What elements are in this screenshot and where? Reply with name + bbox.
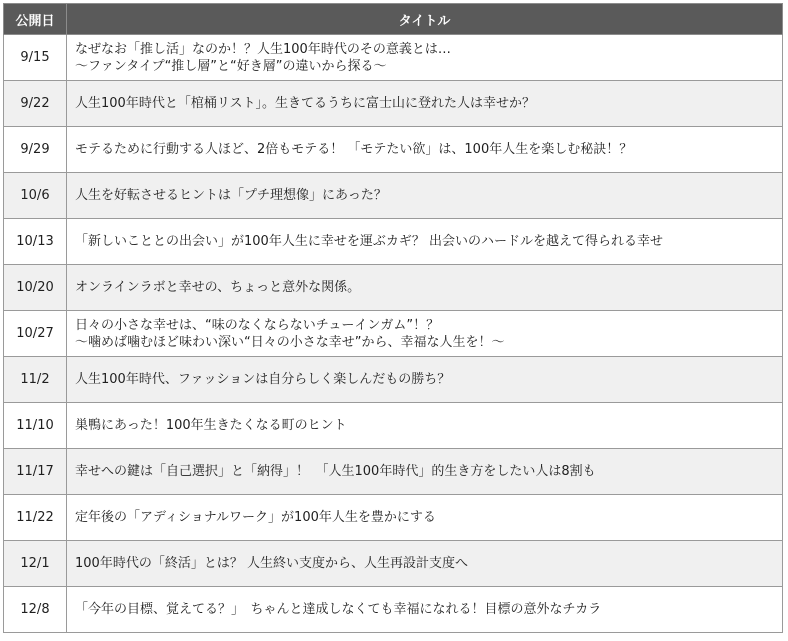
table-row [4,81,783,127]
table-row [4,173,783,219]
row-title [67,127,783,173]
row-title-line1: 定年後の「アディショナルワーク」が100年人生を豊かにする [75,510,436,525]
row-title-line2: ～噛めば噛むほど味わい深い“日々の小さな幸せ”から、幸福な人生を！～ [75,334,505,350]
row-title [67,81,783,127]
row-date: 10/27 [4,311,67,357]
table-row [4,127,783,173]
table-row [4,265,783,311]
header-title: タイトル [67,4,783,35]
row-title-line2: ～ファンタイプ“推し層”と“好き層”の違いから探る～ [75,58,387,74]
row-date: 9/29 [4,127,67,173]
row-title [67,35,783,81]
row-date: 9/15 [4,35,67,81]
row-date: 11/10 [4,403,67,449]
table-row [4,541,783,587]
row-title-line1: 100年時代の「終活」とは？ 人生終い支度から、人生再設計支度へ [75,556,468,571]
article-table-container [3,3,782,633]
row-title-line1: オンラインラボと幸せの、ちょっと意外な関係。 [75,280,361,295]
table-row [4,35,783,81]
row-title [67,311,783,357]
row-date: 11/22 [4,495,67,541]
row-title-line1: なぜなお「推し活」なのか！？人生100年時代のその意義とは… [75,41,451,57]
row-date: 9/22 [4,81,67,127]
row-date: 12/1 [4,541,67,587]
row-title-line1: 人生100年時代と「棺桶リスト」。生きてるうちに富士山に登れた人は幸せか？ [75,96,536,111]
table-row [4,449,783,495]
row-title [67,587,783,633]
table-header-row [4,4,783,35]
row-title [67,449,783,495]
row-title-line1: 「新しいこととの出会い」が100年人生に幸せを運ぶカギ？ 出会いのハードルを越えて得られる幸せ [75,234,663,249]
row-title [67,219,783,265]
row-date: 11/17 [4,449,67,495]
row-date: 10/20 [4,265,67,311]
table-row [4,219,783,265]
row-date: 10/6 [4,173,67,219]
row-title [67,541,783,587]
row-title-line1: 人生を好転させるヒントは「プチ理想像」にあった？ [75,188,387,203]
row-title-line1: モテるために行動する人ほど、2倍もモテる！ 「モテたい欲」は、100年人生を楽しむ秘訣！？ [75,142,633,157]
table-row [4,587,783,633]
row-title-line1: 巣鴨にあった！100年生きたくなる町のヒント [75,418,347,433]
table-row [4,495,783,541]
row-title [67,357,783,403]
row-title [67,173,783,219]
row-title-line1: 人生100年時代、ファッションは自分らしく楽しんだもの勝ち？ [75,372,451,387]
row-date: 11/2 [4,357,67,403]
table-row [4,403,783,449]
table-row [4,357,783,403]
row-title-line1: 幸せへの鍵は「自己選択」と「納得」！ 「人生100年時代」的生き方をしたい人は8割も [75,464,596,479]
row-title-line1: 日々の小さな幸せは、“味のなくならないチューインガム”！？ [75,317,440,333]
row-title [67,265,783,311]
header-date: 公開日 [4,4,67,35]
row-date: 12/8 [4,587,67,633]
row-title [67,495,783,541]
article-table [3,3,783,633]
row-title-line1: 「今年の目標、覚えてる？」 ちゃんと達成しなくても幸福になれる！目標の意外なチカラ [75,602,602,617]
row-date: 10/13 [4,219,67,265]
row-title [67,403,783,449]
table-row [4,311,783,357]
